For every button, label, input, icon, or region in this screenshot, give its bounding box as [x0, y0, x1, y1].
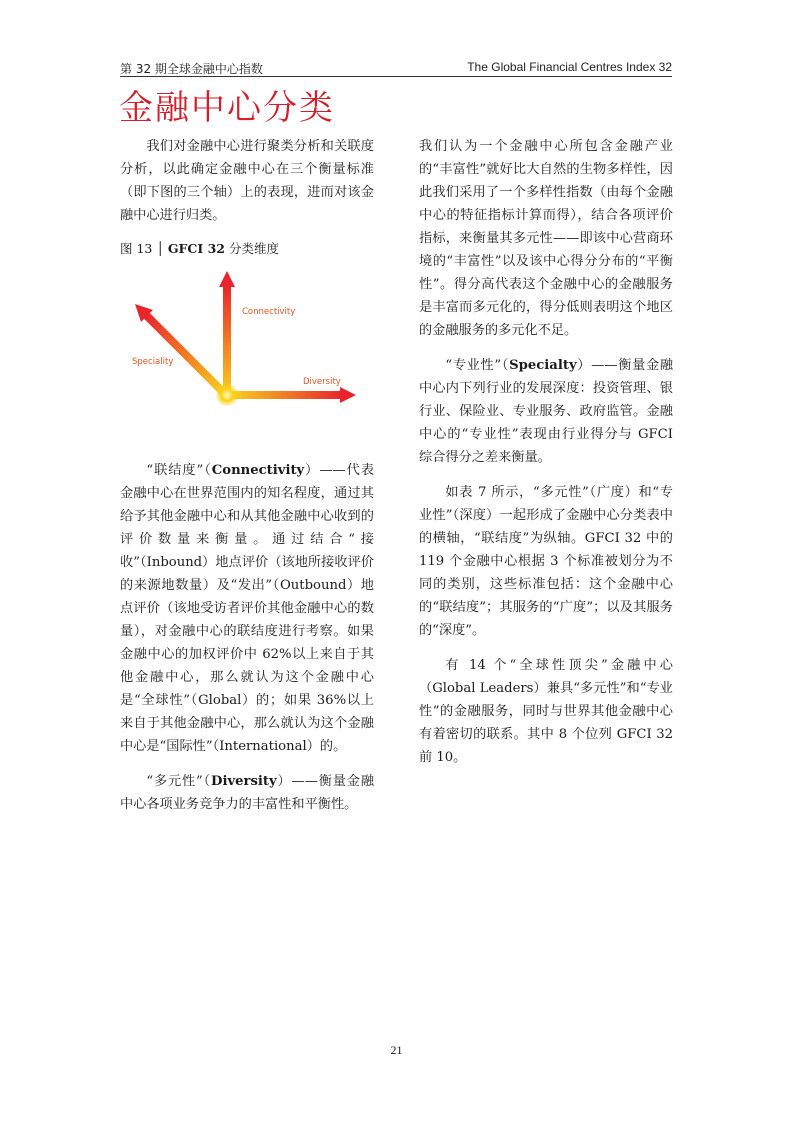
speciality-label: Speciality	[132, 357, 174, 367]
connectivity-term: Connectivity	[211, 463, 305, 478]
connectivity-open: “联结度”（	[146, 463, 212, 478]
right-paragraph-1: 我们认为一个金融中心所包含金融产业的“丰富性”就好比大自然的生物多样性，因此我们采用了一个多样性指数（由每个金融中心的特征指标计算而得），结合各项评价指标，来衡量其多元性——即该中心营商环境的“丰富性”以及该中心得分分布的“平衡性”。得分高代表这个金融中心的金融服务是丰富而多元化的，得分低则表明这个地区的金融服务的多元化不足。	[419, 139, 673, 338]
header-right: The Global Financial Centres Index 32	[467, 60, 672, 74]
connectivity-label: Connectivity	[242, 307, 296, 317]
diversity-label: Diversity	[303, 377, 341, 387]
speciality-arrow	[135, 304, 225, 394]
page-number: 21	[390, 1043, 403, 1057]
diversity-term: Diversity	[211, 774, 277, 789]
connectivity-arrow	[219, 271, 235, 397]
left-paragraph-3	[120, 770, 374, 816]
origin-dot	[215, 383, 239, 407]
header-divider	[120, 76, 672, 77]
caption-separator: │	[152, 241, 168, 256]
specialty-open: “专业性”（	[445, 358, 510, 373]
left-paragraph-2	[120, 459, 374, 758]
right-paragraph-3: 如表 7 所示，“多元性”（广度）和“专业性”（深度）一起形成了金融中心分类表中的横轴，“联结度”为纵轴。GFCI 32 中的 119 个金融中心根据 3 个标准被划分为不同的类别，这些标准包括：这个金融中心的“联结度”；其服务的“广度”；以及其服务的“深度”。	[419, 485, 673, 638]
figure-caption-bold: GFCI 32	[167, 241, 225, 256]
right-column	[419, 135, 673, 781]
diversity-arrow	[230, 387, 356, 403]
page-title: 金融中心分类	[119, 88, 335, 128]
specialty-term: Specialty	[509, 358, 577, 373]
connectivity-definition: ）——代表金融中心在世界范围内的知名程度，通过其给予其他金融中心和从其他金融中心收到的评价数量来衡量。通过结合“接收”（Inbound）地点评价（该地所接收评价的来源地数量）及“发出”（Outbound）地点评价（该地受访者评价其他金融中心的数量），对金融中心的联结度进行考察。如果金融中心的加权评价中 62%以上来自于其他金融中心，那么就认为这个金融中心是“全球性”（Global）的；如果 36%以上来自于其他金融中心，那么就认为这个金融中心是“国际性”（International）的。	[120, 463, 374, 754]
specialty-definition: ）——衡量金融中心内下列行业的发展深度：投资管理、银行业、保险业、专业服务、政府监管。金融中心的“专业性”表现由行业得分与 GFCI 综合得分之差来衡量。	[419, 358, 674, 465]
right-paragraph-2	[419, 354, 673, 469]
diversity-definition: ）——衡量金融中心各项业务竞争力的丰富性和平衡性。	[120, 774, 375, 812]
left-paragraph-1: 我们对金融中心进行聚类分析和关联度分析，以此确定金融中心在三个衡量标准（即下图的三个轴）上的表现，进而对该金融中心进行归类。	[120, 139, 374, 223]
figure-caption-suffix: 分类维度	[224, 241, 279, 256]
figure-caption	[120, 239, 374, 257]
figure-number: 图 13	[120, 241, 153, 256]
diversity-open: “多元性”（	[146, 774, 212, 789]
header-left: 第 32 期全球金融中心指数	[120, 62, 263, 76]
left-column	[120, 135, 374, 828]
right-paragraph-4: 有 14 个“全球性顶尖”金融中心（Global Leaders）兼具“多元性”和“专业性”的金融服务，同时与世界其他金融中心有着密切的联系。其中 8 个位列 GFCI 32 前 10。	[419, 658, 673, 765]
classification-dimensions-figure	[120, 267, 374, 437]
